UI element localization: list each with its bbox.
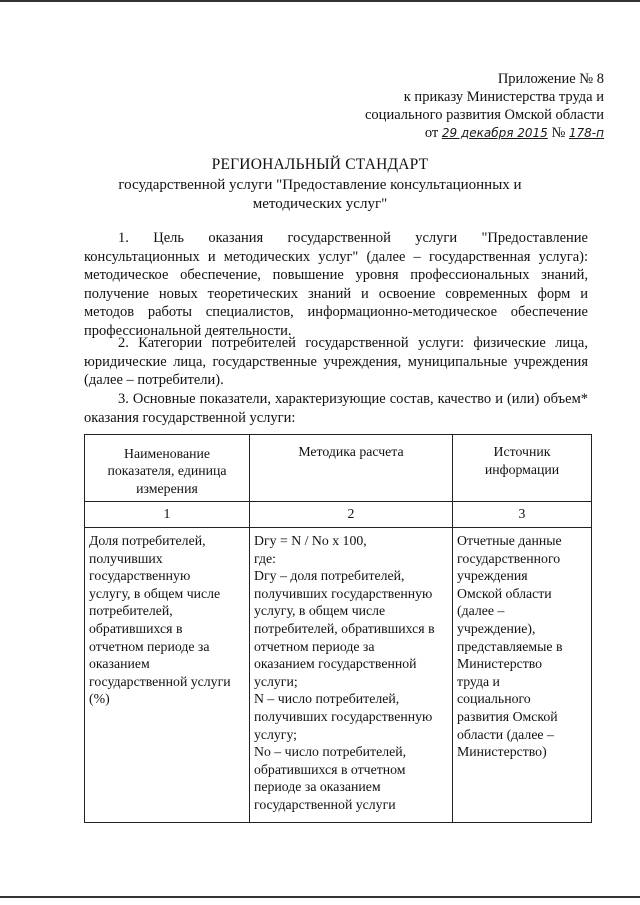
column-number-3: 3 (453, 502, 592, 528)
table-header-row (85, 435, 592, 502)
indicators-table (84, 434, 592, 823)
paragraph-2-text: 2. Категории потребителей государственной услуги: физические лица, юридические лица, государственные учреждения, муниципальные учреждения (далее – потребители). (84, 335, 588, 388)
header-information-source: Источник информации (453, 435, 592, 502)
appendix-line-3: социального развития Омской области (365, 107, 604, 123)
appendix-line-1: Приложение № 8 (497, 71, 604, 87)
document-subtitle-line-1: государственной услуги "Предоставление консультационных и (118, 177, 522, 193)
table-column-numbers-row (85, 502, 592, 528)
column-number-1: 1 (85, 502, 250, 528)
appendix-date: 29 декабря 2015 (441, 126, 548, 140)
paragraph-3-text: 3. Основные показатели, характеризующие состав, качество и (или) объем* оказания государственной услуги: (84, 391, 588, 426)
table-row (85, 528, 592, 823)
header-indicator-name: Наименование показателя, единица измерения (85, 435, 250, 502)
page-top-border (0, 0, 640, 2)
appendix-line-2: к приказу Министерства труда и (403, 89, 604, 105)
page-bottom-border (0, 896, 640, 898)
header-calculation-method: Методика расчета (250, 435, 453, 502)
appendix-from-label: от (424, 125, 439, 141)
paragraph-1 (84, 229, 588, 340)
information-source-cell: Отчетные данные государственного учреждения Омской области (далее – учреждение), представляемые в Министерство труда и социального развития Омской области (далее – Министерство) (453, 528, 592, 823)
column-number-2: 2 (250, 502, 453, 528)
appendix-header (365, 70, 604, 142)
appendix-number: 178-п (568, 126, 604, 140)
document-subtitle-line-2: методических услуг" (252, 196, 388, 212)
document-title: РЕГИОНАЛЬНЫЙ СТАНДАРТ (211, 156, 429, 173)
paragraph-3 (84, 390, 588, 427)
appendix-number-label: № (551, 125, 566, 141)
appendix-date-line (365, 124, 604, 142)
paragraph-1-text: 1. Цель оказания государственной услуги "Предоставление консультационных и методических услуг" (далее – государственная услуга): методическое обеспечение, повышение уровня профессиональных знаний, получение новых теоретических знаний и освоение современных форм и методов работы специалистов, информационно-методическое обеспечение профессиональной деятельности. (84, 230, 588, 339)
paragraph-2 (84, 334, 588, 390)
calculation-method-cell: Dгу = N / No x 100, где: Dгу – доля потребителей, получивших государственную услугу, в общем числе потребителей, обратившихся в отчетном периоде за оказанием государственной услуги; N – число потребителей, получивших государственную услугу; No – число потребителей, обратившихся в отчетном периоде за оказанием государственной услуги (250, 528, 453, 823)
indicator-name-cell: Доля потребителей, получивших государственную услугу, в общем числе потребителей, обратившихся в отчетном периоде за оказанием государственной услуги (%) (85, 528, 250, 823)
